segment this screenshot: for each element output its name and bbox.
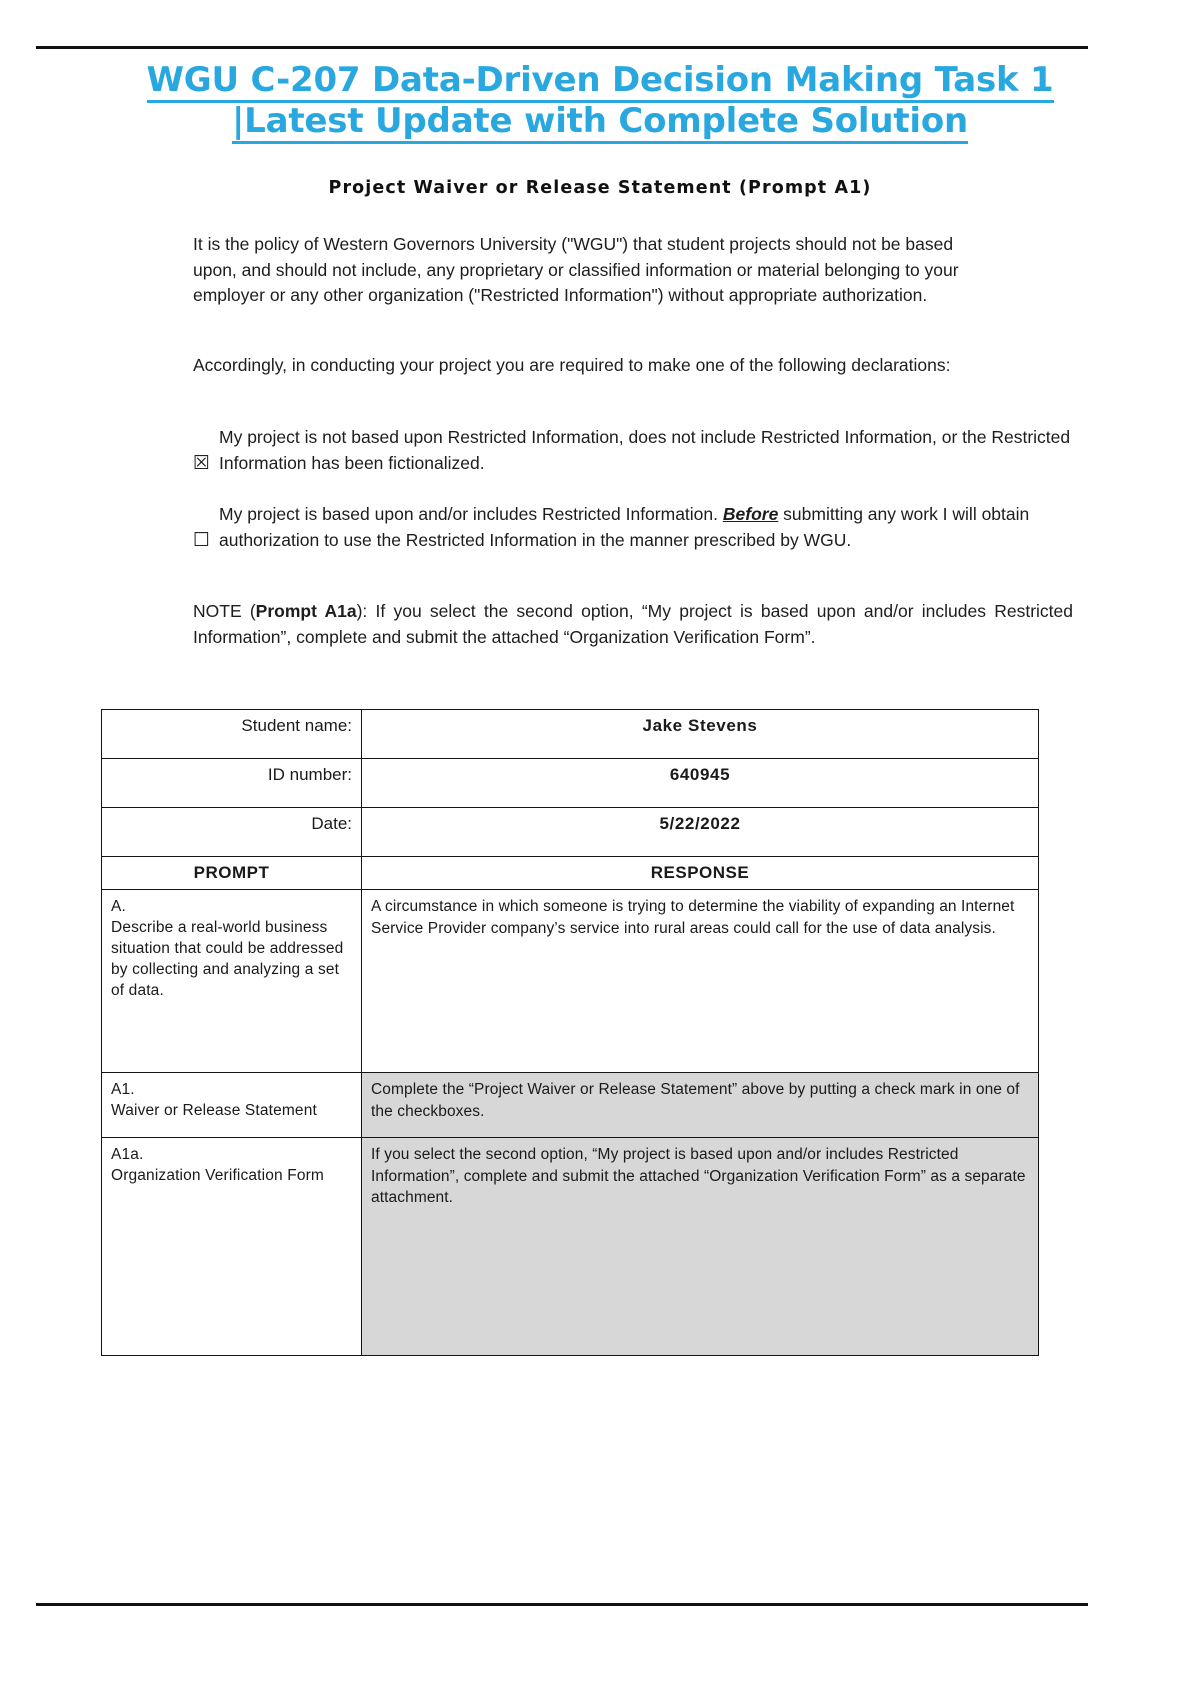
section-heading: Project Waiver or Release Statement (Prompt A1) — [328, 178, 872, 198]
response-a-cell[interactable]: A circumstance in which someone is trying to determine the viability of expanding an Internet Service Provider company’s service into rural areas could call for the use of data analysis. — [362, 890, 1039, 1073]
prompt-a1-cell — [102, 1073, 362, 1138]
table-row-id-number — [102, 759, 1039, 808]
table-row-prompt-a1a — [102, 1138, 1039, 1356]
prompt-a-cell — [102, 890, 362, 1073]
accordingly-paragraph: Accordingly, in conducting your project you are required to make one of the following declarations: — [193, 355, 951, 375]
student-name-value: Jake Stevens — [362, 710, 1039, 759]
prompt-a1-id: A1. — [111, 1081, 135, 1098]
note-label: NOTE ( — [193, 601, 256, 621]
prompt-a1a-id: A1a. — [111, 1146, 144, 1163]
declaration-option-2[interactable] — [193, 502, 1093, 553]
table-row-prompt-a1 — [102, 1073, 1039, 1138]
checkbox-unchecked-icon[interactable]: ☐ — [193, 529, 211, 551]
declaration-option-2-part1: My project is based upon and/or includes Restricted Information. — [219, 504, 723, 524]
page-title-line-1: WGU C-207 Data-Driven Decision Making Task 1 — [147, 60, 1054, 103]
table-row-student-name — [102, 710, 1039, 759]
table-row-date — [102, 808, 1039, 857]
page-top-rule — [36, 46, 1088, 49]
note-paragraph — [193, 598, 1073, 650]
note-text: ): If you select the second option, “My project is based upon and/or includes Restricted Information”, complete and submit the attached “Organization Verification Form”. — [193, 601, 1073, 647]
table-header-row — [102, 857, 1039, 890]
prompt-a1-text: Waiver or Release Statement — [111, 1102, 317, 1119]
checkbox-checked-icon[interactable]: ☒ — [193, 452, 211, 474]
declaration-option-1[interactable] — [193, 425, 1093, 476]
id-number-label: ID number: — [102, 759, 362, 808]
table-row-prompt-a — [102, 890, 1039, 1073]
declarations-list — [193, 425, 1093, 579]
response-a1a-cell[interactable]: If you select the second option, “My project is based upon and/or includes Restricted Information”, complete and submit the attached “Organization Verification Form” as a separate attachment. — [362, 1138, 1039, 1356]
page-title — [100, 60, 1100, 142]
page-bottom-rule — [36, 1603, 1088, 1606]
response-form-table — [101, 709, 1039, 1356]
page-title-line-2: |Latest Update with Complete Solution — [232, 101, 968, 144]
response-column-header: RESPONSE — [362, 857, 1039, 890]
policy-paragraph: It is the policy of Western Governors University ("WGU") that student projects should not be based upon, and should not include, any proprietary or classified information or material belonging to your employer or any other organization ("Restricted Information") without appropriate authorization. — [193, 234, 959, 305]
prompt-a-id: A. — [111, 898, 126, 915]
date-label: Date: — [102, 808, 362, 857]
prompt-column-header: PROMPT — [102, 857, 362, 890]
student-name-label: Student name: — [102, 710, 362, 759]
declaration-option-2-text — [219, 502, 1093, 553]
prompt-a-text: Describe a real-world business situation that could be addressed by collecting and analyzing a set of data. — [111, 919, 344, 999]
declaration-option-2-part2: submitting any work I will obtain authorization to use the Restricted Information in the manner prescribed by WGU. — [219, 504, 1030, 550]
declaration-emphasis-before: Before — [722, 504, 779, 524]
id-number-value: 640945 — [362, 759, 1039, 808]
prompt-a1a-text: Organization Verification Form — [111, 1167, 324, 1184]
declaration-option-1-text: My project is not based upon Restricted Information, does not include Restricted Information, or the Restricted Information has been fictionalized. — [219, 427, 1071, 473]
note-bold-label: Prompt A1a — [255, 601, 357, 621]
date-value: 5/22/2022 — [362, 808, 1039, 857]
response-a1-cell[interactable]: Complete the “Project Waiver or Release Statement” above by putting a check mark in one of the checkboxes. — [362, 1073, 1039, 1138]
prompt-a1a-cell — [102, 1138, 362, 1356]
